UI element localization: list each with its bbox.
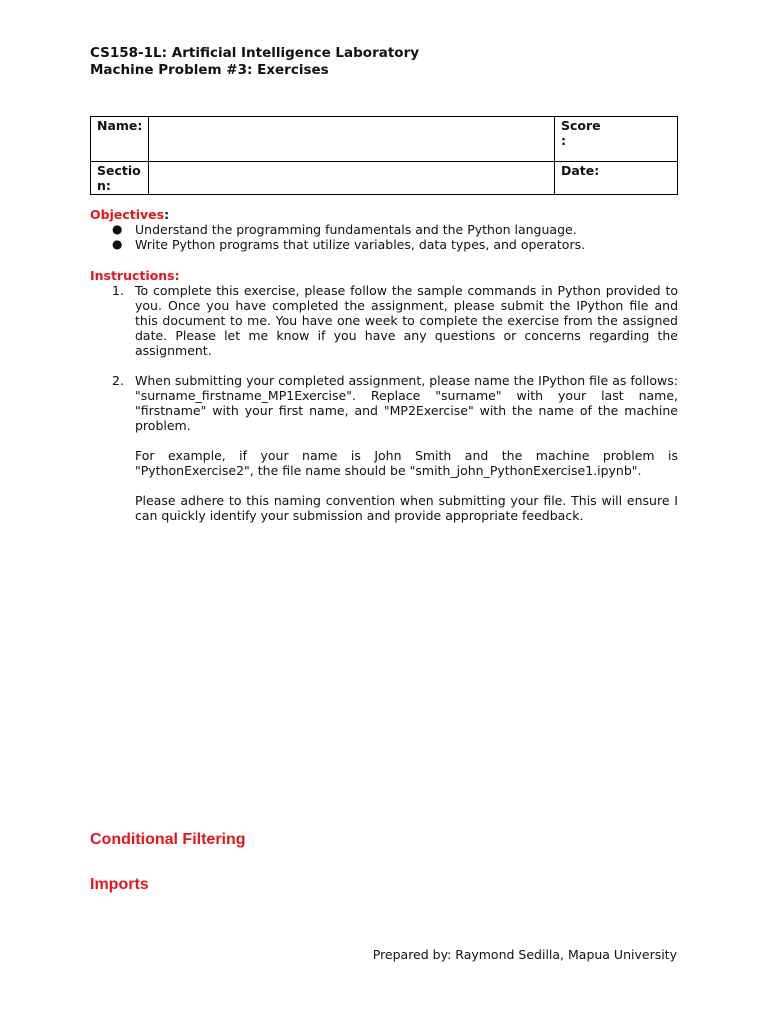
score-label: Score : xyxy=(561,118,601,148)
course-title: CS158-1L: Artificial Intelligence Laboratory xyxy=(90,45,420,61)
instruction-paragraph: When submitting your completed assignment, please name the IPython file as follows: "surname_firstname_MP1Exercise". Replace "surname" with your last name, "firstname" with your first name, and "MP2Exercise" with the name of the machine problem. xyxy=(135,373,678,433)
score-label-cell xyxy=(555,117,678,162)
imports-heading: Imports xyxy=(90,876,149,893)
name-label: Name: xyxy=(97,118,143,133)
list-item xyxy=(90,222,678,237)
objectives-section xyxy=(90,207,678,252)
bullet-icon: ● xyxy=(112,237,123,251)
name-label-cell xyxy=(91,117,149,162)
section-label-cell xyxy=(91,162,149,195)
instructions-label: Instructions: xyxy=(90,268,180,283)
conditional-filtering-heading: Conditional Filtering xyxy=(90,831,246,848)
objectives-label: Objectives xyxy=(90,207,165,222)
instruction-paragraph: For example, if your name is John Smith and the machine problem is "PythonExercise2", the file name should be "smith_john_PythonExercise1.ipynb". xyxy=(135,448,678,478)
name-value-cell[interactable] xyxy=(149,117,555,162)
instructions-section xyxy=(90,268,678,523)
objective-text: Write Python programs that utilize variables, data types, and operators. xyxy=(135,237,586,252)
instruction-paragraph: To complete this exercise, please follow the sample commands in Python provided to you. Once you have completed the assignment, please submit the IPython file and this document to me. You have one week to complete the exercise from the assigned date. Please let me know if you have any questions or concerns regarding the assignment. xyxy=(135,283,678,358)
list-item xyxy=(90,237,678,252)
document-header xyxy=(90,45,419,79)
instructions-list xyxy=(90,283,678,523)
list-item xyxy=(90,283,678,358)
date-label: Date: xyxy=(561,163,600,178)
prepared-by-footer: Prepared by: Raymond Sedilla, Mapua University xyxy=(372,947,677,962)
section-value-cell[interactable] xyxy=(149,162,555,195)
item-number: 2. xyxy=(112,373,124,388)
student-info-table xyxy=(90,116,678,195)
objectives-list xyxy=(90,222,678,252)
objective-text: Understand the programming fundamentals and the Python language. xyxy=(135,222,577,237)
date-label-cell xyxy=(555,162,678,195)
list-item xyxy=(90,373,678,523)
instruction-paragraph: Please adhere to this naming convention when submitting your file. This will ensure I can quickly identify your submission and provide appropriate feedback. xyxy=(135,493,678,523)
objectives-colon: : xyxy=(164,207,170,222)
section-label: Sectio n: xyxy=(97,163,141,193)
bullet-icon: ● xyxy=(112,222,123,236)
item-number: 1. xyxy=(112,283,124,298)
problem-title: Machine Problem #3: Exercises xyxy=(90,62,329,78)
